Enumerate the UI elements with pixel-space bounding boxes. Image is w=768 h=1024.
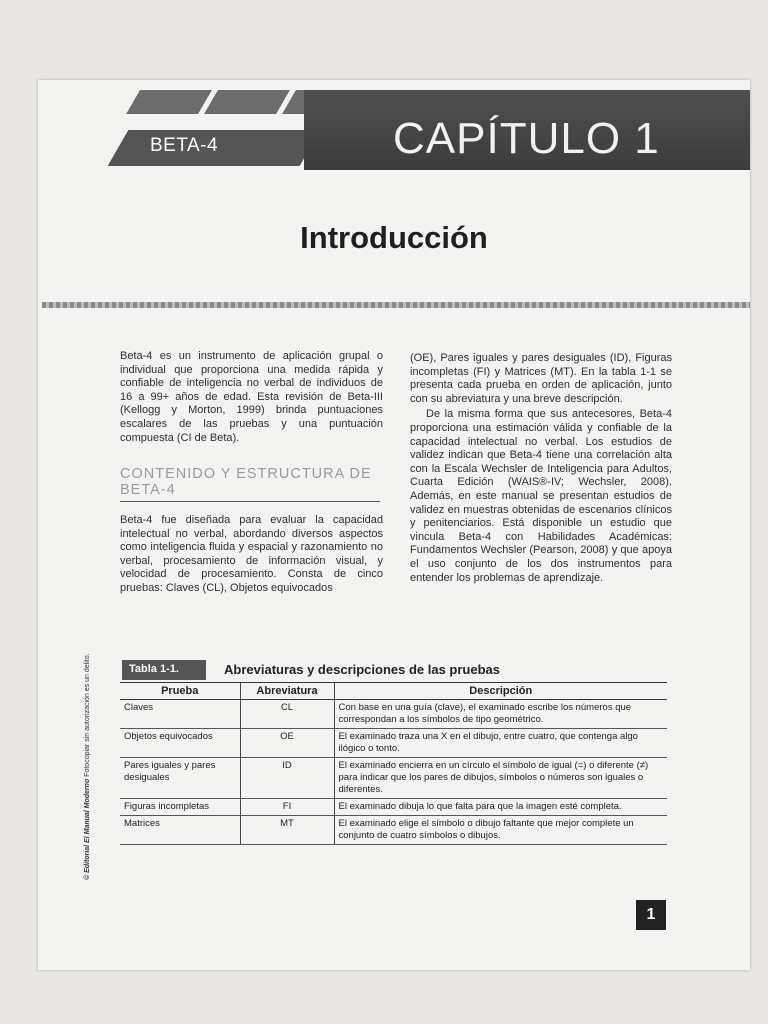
title-divider [42, 302, 750, 308]
table-header-row [120, 683, 667, 700]
cell-abreviatura: MT [240, 816, 334, 845]
cell-descripcion: El examinado traza una X en el dibujo, entre cuatro, que contenga algo ilógico o tonto. [334, 729, 667, 758]
cell-abreviatura: FI [240, 799, 334, 816]
header-descripcion: Descripción [334, 683, 667, 700]
table-row [120, 758, 667, 799]
table-row [120, 729, 667, 758]
copyright-note [84, 653, 91, 880]
cell-prueba: Pares iguales y pares desiguales [120, 758, 240, 799]
copyright-publisher: © Editorial El Manual Moderno [84, 778, 91, 880]
table-label: Tabla 1-1. [129, 663, 179, 675]
left-column-section [120, 514, 383, 596]
table-caption: Abreviaturas y descripciones de las pruebas [224, 662, 501, 677]
table-label-box [122, 660, 206, 680]
intro-paragraph: Beta-4 es un instrumento de aplicación grupal o individual que proporciona una medida rápida y confiable de inteligencia no verbal de individuos de 16 a 99+ años de edad. Esta revisión de Beta-III (Kellogg y Morton, 1999) brinda puntuaciones escalares de las pruebas y una puntuación compuesta (CI de Beta). [120, 350, 383, 444]
header-prueba: Prueba [120, 683, 240, 700]
cell-descripcion: El examinado encierra en un círculo el símbolo de igual (=) o diferente (≠) para indicar que los pares de dibujos, símbolos o números son iguales o diferentes. [334, 758, 667, 799]
right-paragraph-1: (OE), Pares iguales y pares desiguales (ID), Figuras incompletas (FI) y Matrices (MT). En la tabla 1-1 se presenta cada prueba en orden de aplicación, junto con su abreviatura y una breve descripción. [410, 352, 672, 405]
cell-prueba: Matrices [120, 816, 240, 845]
document-page [38, 80, 750, 970]
header-stripes [126, 90, 320, 114]
left-column-intro [120, 350, 383, 445]
cell-descripcion: El examinado elige el símbolo o dibujo faltante que mejor complete un conjunto de cuatro símbolos o dibujos. [334, 816, 667, 845]
chapter-title: CAPÍTULO 1 [393, 114, 660, 163]
cell-abreviatura: ID [240, 758, 334, 799]
page-title: Introducción [300, 220, 488, 255]
tests-table [120, 682, 667, 845]
cell-prueba: Objetos equivocados [120, 729, 240, 758]
copyright-notice: Fotocopiar sin autorización es un delito. [84, 653, 91, 777]
header-abreviatura: Abreviatura [240, 683, 334, 700]
cell-descripcion: El examinado dibuja lo que falta para que la imagen esté completa. [334, 799, 667, 816]
cell-abreviatura: CL [240, 700, 334, 729]
page-number: 1 [636, 900, 666, 930]
cell-prueba: Claves [120, 700, 240, 729]
cell-prueba: Figuras incompletas [120, 799, 240, 816]
table-row [120, 700, 667, 729]
right-paragraph-2: De la misma forma que sus antecesores, Beta-4 proporciona una estimación válida y confiable de la capacidad intelectual no verbal. Los estudios de validez indican que Beta-4 tiene una correlación alta con la Escala Wechsler de Inteligencia para Adultos, Cuarta Edición (WAIS®-IV; Wechsler, 2008). Además, en este manual se presentan estudios de validez en muestras obtenidas de escenarios clínicos y penitenciarios. Está disponible un estudio que vincula Beta-4 con Habilidades Académicas: Fundamentos Wechsler (Pearson, 2008) y que apoya el uso conjunto de los dos instrumentos para entender los problemas de aprendizaje. [410, 408, 672, 584]
beta-tab-label: BETA-4 [150, 135, 219, 156]
table-row [120, 799, 667, 816]
section-paragraph: Beta-4 fue diseñada para evaluar la capacidad intelectual no verbal, abordando diversos aspectos como inteligencia fluida y espacial y razonamiento no verbal, procesamiento de información visual, y velocidad de procesamiento. Consta de cinco pruebas: Claves (CL), Objetos equivocados [120, 514, 383, 594]
right-column [410, 352, 672, 585]
cell-abreviatura: OE [240, 729, 334, 758]
cell-descripcion: Con base en una guía (clave), el examinado escribe los números que correspondan a los símbolos de tipo geométrico. [334, 700, 667, 729]
section-heading: CONTENIDO Y ESTRUCTURA DE BETA-4 [120, 466, 380, 502]
table-row [120, 816, 667, 845]
